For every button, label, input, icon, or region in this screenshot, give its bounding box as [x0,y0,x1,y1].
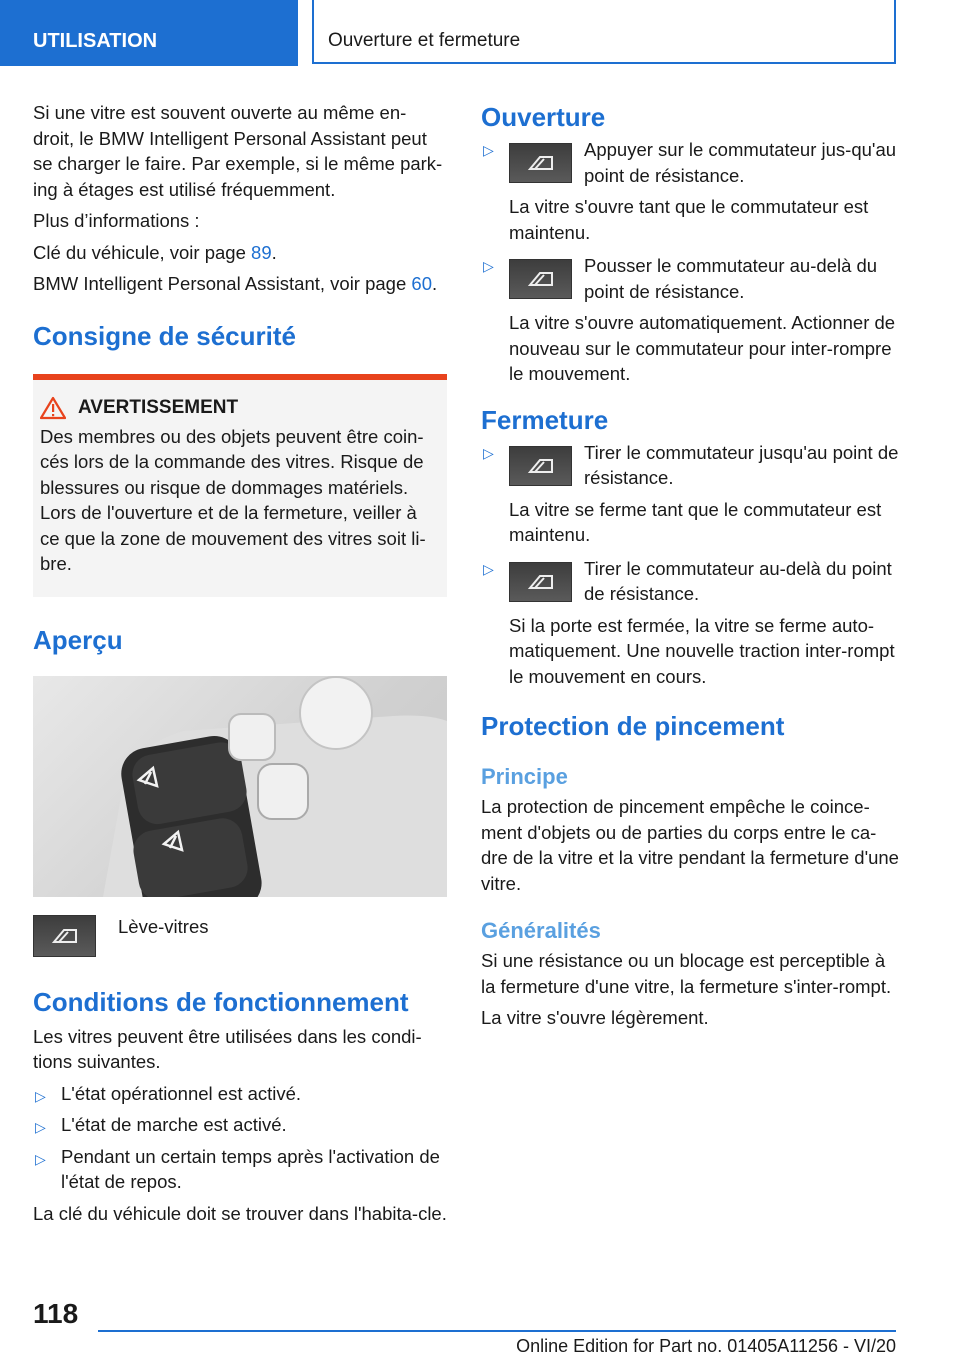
page-header [0,0,960,66]
closing-heading: Fermeture [481,404,609,435]
list-item: ▷ Pendant un certain temps après l'activation de l'état de repos. [35,1145,440,1192]
principle-text: La protection de pincement empêche le coince-ment d'objets ou de parties du corps entre le ca-dre de la vitre et la vitre pendant la fermeture d'une vitre. [481,796,899,894]
right-column [481,100,901,1037]
list-item: ▷ L'état de marche est activé. [33,1112,447,1138]
safety-heading: Consigne de sécurité [33,320,296,351]
step-text: Tirer le commutateur jusqu'au point de résistance. [584,441,899,488]
footer-divider [98,1330,896,1332]
page-number: 118 [33,1298,79,1329]
general-text-2: La vitre s'ouvre légèrement. [481,1007,709,1028]
left-column [33,100,447,1232]
photo-legend [33,915,447,957]
principle-heading: Principe [481,764,568,789]
switch-panel-illustration [33,676,447,897]
window-switch-icon [33,915,96,957]
step-description: Si la porte est fermée, la vitre se ferme auto-matiquement. Une nouvelle traction inter-rompt le mouvement en cours. [509,614,895,687]
warning-text: Des membres ou des objets peuvent être coin-cés lors de la commande des vitres. Risque de blessures ou risque de dommages matériels. Lors de l'ouverture et de la fermeture, veiller à ce que la zone de mouvement des vitres soit li-bre. [40,425,426,574]
step-description: La vitre s'ouvre tant que le commutateur est maintenu. [509,196,869,243]
step-item [481,556,901,607]
section-tab: UTILISATION [0,0,298,66]
edition-note: Online Edition for Part no. 01405A11256 - VI/20 [516,1336,896,1356]
warning-title: AVERTISSEMENT [78,396,239,418]
step-item [481,137,901,188]
step-text: Tirer le commutateur au-delà du point de résistance. [584,557,892,604]
page-link-60[interactable]: 60 [411,273,432,294]
conditions-outro: La clé du véhicule doit se trouver dans l'habita-cle. [33,1202,447,1224]
window-switch-icon [509,259,572,299]
warning-box [33,374,447,597]
triangle-right-icon: ▷ [483,258,494,274]
ref-vehicle-key: Clé du véhicule, voir page 89. [33,241,277,263]
general-text: Si une résistance ou un blocage est perceptible à la fermeture d'une vitre, la fermeture s'inter-rompt. [481,950,892,997]
general-heading: Généralités [481,918,601,943]
intro-paragraph: Si une vitre est souvent ouverte au même en-droit, le BMW Intelligent Personal Assistant peut se charger le faire. Par exemple, si le même park-ing à étages est utilisé fréquemment. [33,102,443,200]
triangle-right-icon: ▷ [35,1119,46,1135]
more-info-label: Plus d’informations : [33,210,200,231]
window-switch-icon [509,143,572,183]
window-switch-icon [509,562,572,602]
legend-label: Lève-vitres [118,915,209,937]
conditions-intro: Les vitres peuvent être utilisées dans les condi-tions suivantes. [33,1025,422,1072]
step-description: La vitre se ferme tant que le commutateur est maintenu. [509,498,882,545]
step-item [481,253,901,304]
triangle-right-icon: ▷ [483,142,494,158]
window-switch-photo [33,676,447,897]
page-link-89[interactable]: 89 [251,241,272,263]
triangle-right-icon: ▷ [35,1087,46,1104]
triangle-right-icon: ▷ [35,1150,46,1167]
list-item: ▷ L'état opérationnel est activé. [33,1081,447,1107]
window-switch-icon [509,446,572,486]
triangle-right-icon: ▷ [483,560,494,577]
warning-triangle-icon [40,396,66,420]
step-text: Pousser le commutateur au-delà du point de résistance. [584,255,878,302]
pinch-heading: Protection de pincement [481,711,785,741]
triangle-right-icon: ▷ [483,444,494,461]
step-item [481,440,901,491]
step-description: La vitre s'ouvre automatiquement. Actionner de nouveau sur le commutateur pour inter-rompre le mouvement. [509,312,896,384]
ref-assistant: BMW Intelligent Personal Assistant, voir page 60. [33,273,438,294]
opening-heading: Ouverture [481,102,606,132]
conditions-list [33,1081,447,1195]
page-title: Ouverture et fermeture [312,0,896,64]
step-text: Appuyer sur le commutateur jus-qu'au point de résistance. [584,139,897,186]
overview-heading: Aperçu [33,624,123,655]
conditions-heading: Conditions de fonctionnement [33,986,409,1017]
